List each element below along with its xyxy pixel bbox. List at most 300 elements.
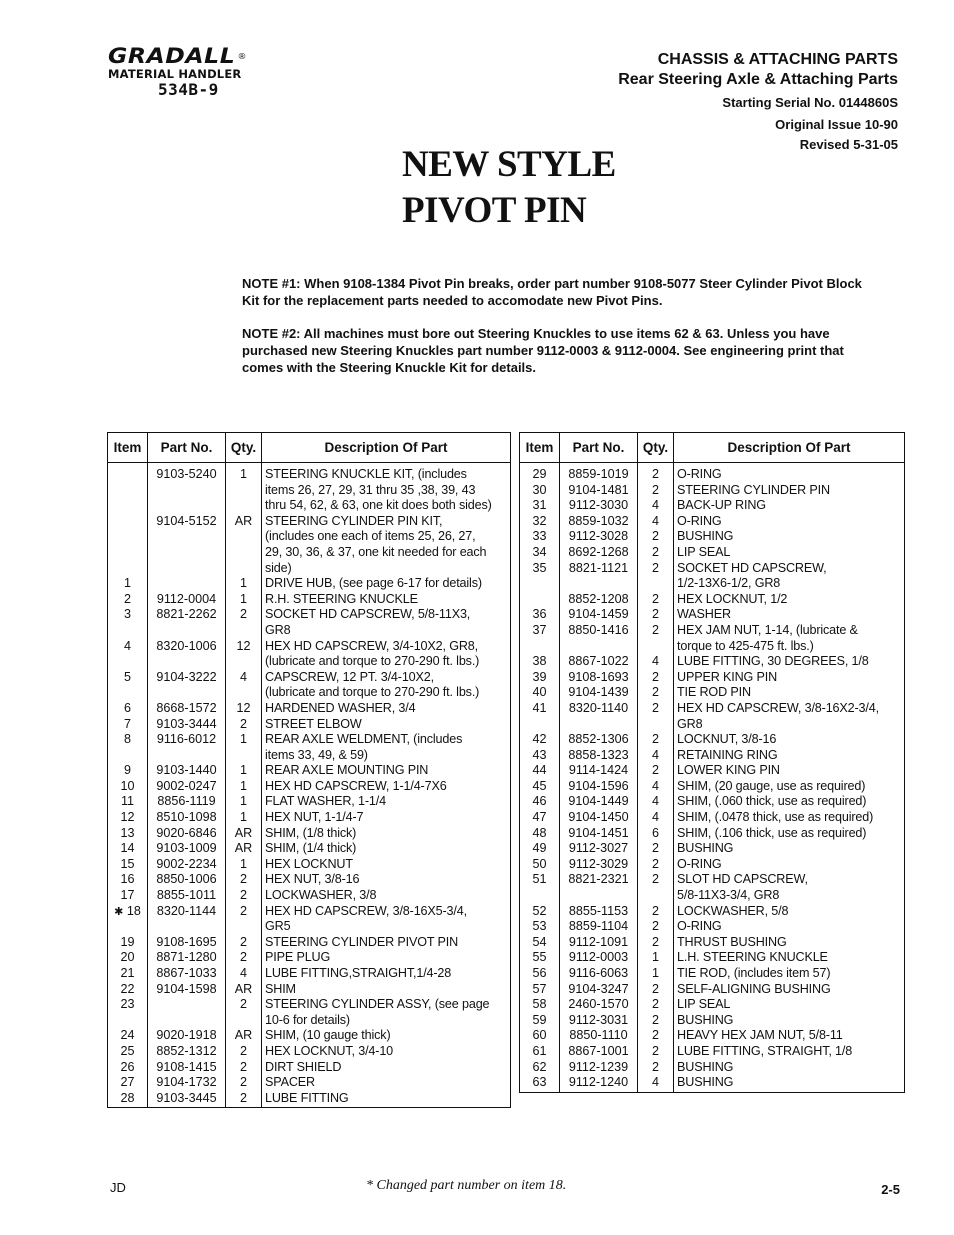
quantity: 1 <box>226 576 262 592</box>
description <box>674 1028 905 1044</box>
table-row <box>108 607 511 638</box>
item-number-text: 58 <box>532 997 547 1012</box>
item-number <box>108 463 148 514</box>
item-number <box>520 1044 560 1060</box>
quantity: 4 <box>638 810 674 826</box>
item-number-text: 47 <box>532 810 547 825</box>
part-number: 9108-1693 <box>560 670 638 686</box>
item-number-text: 30 <box>532 482 547 497</box>
table-row <box>520 701 905 732</box>
item-number-text: 12 <box>120 810 135 825</box>
description-line: HEX HD CAPSCREW, 1-1/4-7X6 <box>265 778 447 793</box>
description-line: HEX HD CAPSCREW, 3/8-16X2-3/4, <box>677 700 879 715</box>
description-line: STEERING CYLINDER PIVOT PIN <box>265 934 459 949</box>
description-line: LIP SEAL <box>677 544 731 559</box>
description-line: L.H. STEERING KNUCKLE <box>677 950 828 965</box>
page-number: 2-5 <box>881 1182 900 1197</box>
description-line: (lubricate and torque to 270-290 ft. lbs.) <box>265 654 480 669</box>
description-line: items 33, 49, & 59) <box>265 747 368 762</box>
quantity: 4 <box>638 748 674 764</box>
description-line: HEX NUT, 1-1/4-7 <box>265 810 364 825</box>
table-row <box>108 997 511 1028</box>
quantity: 2 <box>638 592 674 608</box>
item-number-text: 10 <box>120 778 135 793</box>
quantity: 12 <box>226 639 262 670</box>
table-row <box>520 794 905 810</box>
table-row <box>520 841 905 857</box>
item-number-text: 59 <box>532 1012 547 1027</box>
description <box>262 576 511 592</box>
part-number: 8320-1006 <box>148 639 226 670</box>
header-item: Item <box>108 433 148 463</box>
part-number: 8867-1022 <box>560 654 638 670</box>
description <box>262 826 511 842</box>
item-number-text: 60 <box>532 1028 547 1043</box>
title-line-1: NEW STYLE <box>402 144 616 185</box>
quantity: 4 <box>638 654 674 670</box>
description-line: HEX HD CAPSCREW, 3/4-10X2, GR8, <box>265 638 479 653</box>
item-number <box>520 950 560 966</box>
description-line: LIP SEAL <box>677 997 731 1012</box>
item-number-text: 18 <box>126 903 141 918</box>
description <box>674 919 905 935</box>
item-number-text: 29 <box>532 467 547 481</box>
quantity: 4 <box>638 794 674 810</box>
table-row <box>520 1060 905 1076</box>
table-row <box>520 607 905 623</box>
table-row <box>108 732 511 763</box>
part-number: 8867-1033 <box>148 966 226 982</box>
description <box>262 841 511 857</box>
description-line: BUSHING <box>677 1059 734 1074</box>
item-number <box>108 670 148 701</box>
part-number: 9020-1918 <box>148 1028 226 1044</box>
table-header-row <box>108 433 511 463</box>
description <box>674 810 905 826</box>
item-number <box>520 1028 560 1044</box>
description <box>262 810 511 826</box>
description-line: LUBE FITTING <box>265 1090 349 1105</box>
part-number: 9002-0247 <box>148 779 226 795</box>
table-row <box>108 872 511 888</box>
description-line: TIE ROD, (includes item 57) <box>677 966 831 980</box>
item-number <box>520 966 560 982</box>
item-number-text: 24 <box>120 1028 135 1043</box>
description <box>262 1091 511 1108</box>
table-row <box>520 919 905 935</box>
table-row <box>520 810 905 826</box>
item-number <box>108 639 148 670</box>
item-number <box>520 794 560 810</box>
item-number <box>520 841 560 857</box>
item-number <box>108 717 148 733</box>
item-number-text: 32 <box>532 513 547 528</box>
description <box>674 904 905 920</box>
description <box>262 1060 511 1076</box>
item-number <box>520 732 560 748</box>
description-line: LUBE FITTING, STRAIGHT, 1/8 <box>677 1043 853 1058</box>
item-number <box>108 1091 148 1108</box>
quantity: 2 <box>226 1044 262 1060</box>
quantity: 1 <box>638 950 674 966</box>
part-number: 8821-2321 <box>560 872 638 903</box>
item-number <box>520 1060 560 1076</box>
part-number: 9112-1240 <box>560 1075 638 1092</box>
item-number <box>108 841 148 857</box>
table-row <box>108 639 511 670</box>
part-number: 9104-1732 <box>148 1075 226 1091</box>
table-row <box>108 904 511 935</box>
description-line: STEERING KNUCKLE KIT, (includes <box>265 467 467 481</box>
description <box>262 935 511 951</box>
brand-logo: GRADALL ® <box>108 44 248 68</box>
quantity: 2 <box>226 1060 262 1076</box>
description-line: BUSHING <box>677 841 734 856</box>
part-number: 8859-1032 <box>560 514 638 530</box>
description <box>674 483 905 499</box>
description-line: BUSHING <box>677 1012 734 1027</box>
page-title <box>402 142 616 234</box>
part-number: 9103-5240 <box>148 463 226 514</box>
table-row <box>520 950 905 966</box>
quantity: 2 <box>638 463 674 483</box>
description-line: CAPSCREW, 12 PT. 3/4-10X2, <box>265 669 434 684</box>
part-number: 8320-1140 <box>560 701 638 732</box>
description <box>674 872 905 903</box>
part-number: 9112-3028 <box>560 529 638 545</box>
subsection-title: Rear Steering Axle & Attaching Parts <box>618 71 898 88</box>
table-row <box>108 701 511 717</box>
part-number <box>148 576 226 592</box>
description <box>674 857 905 873</box>
header-description: Description Of Part <box>674 433 905 463</box>
description-line: O-RING <box>677 467 722 481</box>
part-number: 9104-3222 <box>148 670 226 701</box>
table-row <box>520 529 905 545</box>
description <box>674 561 905 592</box>
table-row <box>520 498 905 514</box>
part-number: 9104-1596 <box>560 779 638 795</box>
quantity: 4 <box>638 514 674 530</box>
description <box>262 1044 511 1060</box>
quantity: 2 <box>638 701 674 732</box>
item-number <box>108 904 148 935</box>
table-row <box>520 763 905 779</box>
description <box>262 1075 511 1091</box>
item-number <box>108 966 148 982</box>
quantity: 2 <box>638 1028 674 1044</box>
quantity: 2 <box>638 623 674 654</box>
table-row <box>108 888 511 904</box>
description <box>262 950 511 966</box>
description <box>674 794 905 810</box>
item-number-text: 40 <box>532 685 547 700</box>
table-row <box>520 623 905 654</box>
part-number: 9104-1598 <box>148 982 226 998</box>
item-number <box>108 592 148 608</box>
item-number <box>108 950 148 966</box>
item-number <box>108 794 148 810</box>
table-row <box>108 592 511 608</box>
table-row <box>520 872 905 903</box>
item-number-text: 34 <box>532 544 547 559</box>
item-number <box>520 872 560 903</box>
description-line: REAR AXLE WELDMENT, (includes <box>265 732 463 747</box>
description-line: BUSHING <box>677 1075 734 1090</box>
part-number: 8855-1153 <box>560 904 638 920</box>
description-line: DRIVE HUB, (see page 6-17 for details) <box>265 576 482 591</box>
description-line: GR8 <box>677 716 703 731</box>
quantity: 4 <box>226 670 262 701</box>
item-number <box>520 748 560 764</box>
brand-subtitle: MATERIAL HANDLER <box>108 67 242 81</box>
description-line: SOCKET HD CAPSCREW, <box>677 560 827 575</box>
item-number-text: 16 <box>120 872 135 887</box>
table-row <box>520 997 905 1013</box>
item-number-text: 57 <box>532 981 547 996</box>
description <box>674 529 905 545</box>
header-part-no: Part No. <box>148 433 226 463</box>
item-number-text: 55 <box>532 950 547 965</box>
table-row <box>108 1091 511 1108</box>
item-number <box>520 919 560 935</box>
table-row <box>108 857 511 873</box>
item-number-text: 26 <box>120 1059 135 1074</box>
description <box>262 982 511 998</box>
quantity: 2 <box>638 607 674 623</box>
description <box>674 748 905 764</box>
table-row <box>520 514 905 530</box>
quantity: 2 <box>226 872 262 888</box>
parts-table-left-body <box>108 463 511 1108</box>
quantity: 1 <box>226 779 262 795</box>
title-line-2: PIVOT PIN <box>402 190 587 231</box>
changed-marker-icon: ✱ <box>114 905 124 918</box>
table-row <box>520 592 905 608</box>
item-number-text: 23 <box>120 997 135 1012</box>
quantity: AR <box>226 841 262 857</box>
table-row <box>108 670 511 701</box>
quantity: 2 <box>638 904 674 920</box>
part-number: 9112-3031 <box>560 1013 638 1029</box>
item-number-text: 21 <box>120 966 135 980</box>
item-number-text: 35 <box>532 560 547 575</box>
item-number <box>108 514 148 576</box>
item-number-text: 37 <box>532 622 547 637</box>
item-number-text: 20 <box>120 950 135 965</box>
table-row <box>520 1044 905 1060</box>
description <box>674 514 905 530</box>
description <box>674 826 905 842</box>
item-number-text: 56 <box>532 966 547 980</box>
description <box>262 592 511 608</box>
quantity: 2 <box>638 1060 674 1076</box>
quantity: 2 <box>638 857 674 873</box>
table-row <box>108 763 511 779</box>
header-qty: Qty. <box>226 433 262 463</box>
item-number-text: 27 <box>120 1075 135 1090</box>
description <box>674 966 905 982</box>
description <box>674 763 905 779</box>
item-number-text: 62 <box>532 1059 547 1074</box>
description-line: LUBE FITTING,STRAIGHT,1/4-28 <box>265 966 452 980</box>
part-number: 8821-2262 <box>148 607 226 638</box>
model-number: 534B-9 <box>158 80 219 99</box>
table-row <box>108 1044 511 1060</box>
item-number <box>108 1060 148 1076</box>
note-2: NOTE #2: All machines must bore out Steering Knuckles to use items 62 & 63. Unless you have purchased new Steering Knuckles part number 9112-0003 & 9112-0004. See engineering print that comes with the Steering Knuckle Kit for details. <box>242 326 844 375</box>
quantity: AR <box>226 514 262 576</box>
part-number: 8852-1312 <box>148 1044 226 1060</box>
description-line: SHIM, (20 gauge, use as required) <box>677 778 866 793</box>
item-number-text: 9 <box>123 763 131 778</box>
item-number <box>108 576 148 592</box>
description <box>674 997 905 1013</box>
part-number: 8867-1001 <box>560 1044 638 1060</box>
item-number <box>108 732 148 763</box>
item-number <box>520 982 560 998</box>
item-number-text: 51 <box>532 872 547 887</box>
quantity: 2 <box>226 1091 262 1108</box>
description-line: HEX LOCKNUT, 3/4-10 <box>265 1043 394 1058</box>
item-number <box>520 592 560 608</box>
item-number <box>108 997 148 1028</box>
item-number <box>520 826 560 842</box>
part-number: 9104-5152 <box>148 514 226 576</box>
description-line: GR8 <box>265 622 291 637</box>
description-line: 5/8-11X3-3/4, GR8 <box>677 888 780 903</box>
description-line: (includes one each of items 25, 26, 27, <box>265 529 476 544</box>
item-number <box>520 857 560 873</box>
item-number <box>520 529 560 545</box>
description-line: STEERING CYLINDER PIN KIT, <box>265 513 443 528</box>
table-row <box>520 1013 905 1029</box>
part-number: 9116-6012 <box>148 732 226 763</box>
item-number <box>520 498 560 514</box>
parts-table-left <box>107 432 511 1108</box>
table-row <box>108 982 511 998</box>
description-line: RETAINING RING <box>677 747 778 762</box>
item-number <box>108 888 148 904</box>
description <box>674 779 905 795</box>
part-number: 9103-3444 <box>148 717 226 733</box>
description <box>262 966 511 982</box>
description <box>674 654 905 670</box>
item-number-text: 45 <box>532 778 547 793</box>
part-number: 9108-1415 <box>148 1060 226 1076</box>
item-number-text: 41 <box>532 700 547 715</box>
table-row <box>520 483 905 499</box>
table-row <box>520 857 905 873</box>
part-number: 8850-1416 <box>560 623 638 654</box>
description-line: STEERING CYLINDER PIN <box>677 482 830 497</box>
description-line: HEX HD CAPSCREW, 3/8-16X5-3/4, <box>265 903 467 918</box>
description <box>262 670 511 701</box>
item-number <box>520 935 560 951</box>
item-number-text: 6 <box>123 700 131 715</box>
description <box>674 670 905 686</box>
part-number: 8850-1006 <box>148 872 226 888</box>
description-line: LOCKWASHER, 3/8 <box>265 888 377 903</box>
table-row <box>520 779 905 795</box>
table-row <box>108 794 511 810</box>
issue-date: Original Issue 10-90 <box>775 117 898 132</box>
description-line: SPACER <box>265 1075 315 1090</box>
quantity: AR <box>226 826 262 842</box>
part-number: 9002-2234 <box>148 857 226 873</box>
quantity: 2 <box>226 950 262 966</box>
item-number <box>108 982 148 998</box>
description-line: SHIM, (1/8 thick) <box>265 825 357 840</box>
description-line: HEAVY HEX JAM NUT, 5/8-11 <box>677 1028 843 1043</box>
quantity: 2 <box>638 841 674 857</box>
description <box>674 463 905 483</box>
description-line: LOWER KING PIN <box>677 763 780 778</box>
part-number: 9103-1440 <box>148 763 226 779</box>
description-line: BACK-UP RING <box>677 498 766 513</box>
quantity: 4 <box>638 779 674 795</box>
item-number <box>108 763 148 779</box>
description-line: HEX LOCKNUT <box>265 856 353 871</box>
quantity: 4 <box>226 966 262 982</box>
item-number <box>108 857 148 873</box>
quantity: 2 <box>638 685 674 701</box>
description <box>674 498 905 514</box>
part-number: 9112-1091 <box>560 935 638 951</box>
part-number: 8320-1144 <box>148 904 226 935</box>
header-qty: Qty. <box>638 433 674 463</box>
description-line: FLAT WASHER, 1-1/4 <box>265 794 386 809</box>
table-row <box>520 904 905 920</box>
quantity: 2 <box>226 888 262 904</box>
table-row <box>108 950 511 966</box>
part-number: 9112-3029 <box>560 857 638 873</box>
description <box>262 904 511 935</box>
item-number-text: 48 <box>532 825 547 840</box>
parts-table-right <box>519 432 905 1093</box>
item-number <box>520 463 560 483</box>
item-number <box>520 1013 560 1029</box>
description <box>674 935 905 951</box>
item-number <box>520 670 560 686</box>
item-number-text: 36 <box>532 607 547 622</box>
item-number-text: 11 <box>120 794 135 809</box>
item-number <box>520 779 560 795</box>
item-number-text: 14 <box>120 841 135 856</box>
note-1: NOTE #1: When 9108-1384 Pivot Pin breaks, order part number 9108-5077 Steer Cylinder Pivot Block Kit for the replacement parts needed to accomodate new Pivot Pins. <box>242 276 862 308</box>
item-number-text: 3 <box>123 607 131 622</box>
description-line: O-RING <box>677 856 722 871</box>
item-number-text: 54 <box>532 934 547 949</box>
item-number-text: 31 <box>532 498 547 513</box>
part-number: 8510-1098 <box>148 810 226 826</box>
quantity: 1 <box>226 732 262 763</box>
description-line: SHIM, (1/4 thick) <box>265 841 357 856</box>
description-line: O-RING <box>677 513 722 528</box>
description-line: STEERING CYLINDER ASSY, (see page <box>265 997 490 1012</box>
description-line: HARDENED WASHER, 3/4 <box>265 700 416 715</box>
table-row <box>108 1028 511 1044</box>
table-row <box>520 966 905 982</box>
item-number <box>108 1028 148 1044</box>
part-number: 8668-1572 <box>148 701 226 717</box>
part-number: 8692-1268 <box>560 545 638 561</box>
part-number: 9112-3027 <box>560 841 638 857</box>
table-row <box>520 1028 905 1044</box>
description-line: O-RING <box>677 919 722 934</box>
description <box>674 732 905 748</box>
item-number-text: 46 <box>532 794 547 809</box>
